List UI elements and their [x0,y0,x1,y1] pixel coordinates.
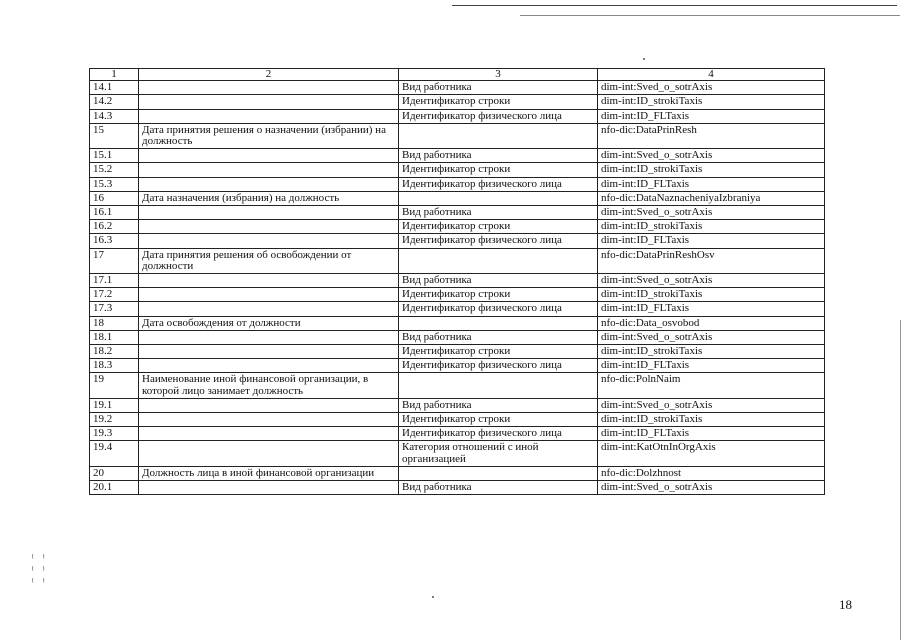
dimension-label-cell: Идентификатор физического лица [399,359,598,373]
dimension-label-cell: Вид работника [399,330,598,344]
element-code-cell: dim-int:Sved_o_sotrAxis [598,481,825,495]
scan-speck [643,58,645,60]
page-number: 18 [839,597,852,612]
element-code-cell: dim-int:ID_strokiTaxis [598,95,825,109]
row-number-cell: 14.2 [90,95,139,109]
row-number-cell: 15.3 [90,177,139,191]
table-row [90,95,825,109]
dimension-label-cell [399,316,598,330]
item-name-cell [139,149,399,163]
element-code-cell: dim-int:ID_FLTaxis [598,109,825,123]
dimension-label-cell: Идентификатор физического лица [399,234,598,248]
dimension-label-cell [399,466,598,480]
table-row [90,163,825,177]
element-code-cell: nfo-dic:DataNaznacheniyaIzbraniya [598,191,825,205]
dimension-label-cell: Идентификатор физического лица [399,427,598,441]
item-name-cell: Должность лица в иной финансовой организации [139,466,399,480]
table-row [90,248,825,273]
item-name-cell [139,163,399,177]
row-number-cell: 18.1 [90,330,139,344]
item-name-cell [139,177,399,191]
table-row [90,316,825,330]
item-name-cell: Дата принятия решения об освобождении от должности [139,248,399,273]
element-code-cell: nfo-dic:PolnNaim [598,373,825,398]
item-name-cell [139,234,399,248]
element-code-cell: dim-int:Sved_o_sotrAxis [598,81,825,95]
dimension-label-cell: Вид работника [399,81,598,95]
table-row [90,330,825,344]
scan-speck [432,596,434,598]
scan-border-line [452,5,897,6]
item-name-cell [139,359,399,373]
element-code-cell: nfo-dic:DataPrinReshOsv [598,248,825,273]
table-row [90,81,825,95]
element-code-cell: dim-int:ID_strokiTaxis [598,413,825,427]
element-code-cell: dim-int:ID_strokiTaxis [598,163,825,177]
row-number-cell: 14.3 [90,109,139,123]
item-name-cell [139,441,399,466]
item-name-cell: Дата освобождения от должности [139,316,399,330]
dimension-label-cell: Идентификатор строки [399,345,598,359]
element-code-cell: nfo-dic:Data_osvobod [598,316,825,330]
table-row [90,441,825,466]
dimension-label-cell [399,373,598,398]
dimension-label-cell: Идентификатор строки [399,220,598,234]
row-number-cell: 20.1 [90,481,139,495]
element-code-cell: nfo-dic:Dolzhnost [598,466,825,480]
dimension-label-cell: Вид работника [399,149,598,163]
item-name-cell [139,95,399,109]
item-name-cell [139,302,399,316]
table-row [90,302,825,316]
dimension-label-cell: Идентификатор физического лица [399,302,598,316]
dimension-label-cell [399,248,598,273]
row-number-cell: 19.3 [90,427,139,441]
row-number-cell: 18.3 [90,359,139,373]
item-name-cell [139,413,399,427]
row-number-cell: 15 [90,123,139,148]
table-row [90,234,825,248]
row-number-cell: 17.3 [90,302,139,316]
dimension-label-cell: Идентификатор физического лица [399,109,598,123]
table-row [90,206,825,220]
row-number-cell: 19.2 [90,413,139,427]
row-number-cell: 19 [90,373,139,398]
element-code-cell: dim-int:ID_strokiTaxis [598,220,825,234]
row-number-cell: 20 [90,466,139,480]
dimension-label-cell: Идентификатор строки [399,95,598,109]
dimension-label-cell [399,191,598,205]
item-name-cell [139,109,399,123]
table-row [90,373,825,398]
element-code-cell: nfo-dic:DataPrinResh [598,123,825,148]
table-row [90,109,825,123]
dimension-label-cell: Вид работника [399,274,598,288]
element-code-cell: dim-int:Sved_o_sotrAxis [598,149,825,163]
dimension-label-cell [399,123,598,148]
dimension-label-cell: Идентификатор строки [399,288,598,302]
table-row [90,288,825,302]
item-name-cell [139,481,399,495]
row-number-cell: 18.2 [90,345,139,359]
item-name-cell: Дата назначения (избрания) на должность [139,191,399,205]
dimension-label-cell: Категория отношений с иной организацией [399,441,598,466]
element-code-cell: dim-int:ID_strokiTaxis [598,345,825,359]
column-header: 3 [399,69,598,81]
table-row [90,359,825,373]
dimension-label-cell: Вид работника [399,481,598,495]
table-row [90,123,825,148]
dimension-label-cell: Вид работника [399,206,598,220]
row-number-cell: 16.2 [90,220,139,234]
table-row [90,191,825,205]
row-number-cell: 17.2 [90,288,139,302]
item-name-cell: Наименование иной финансовой организации, в которой лицо занимает должность [139,373,399,398]
element-code-cell: dim-int:Sved_o_sotrAxis [598,398,825,412]
element-code-cell: dim-int:Sved_o_sotrAxis [598,274,825,288]
element-code-cell: dim-int:ID_FLTaxis [598,359,825,373]
table-row [90,220,825,234]
table-row [90,149,825,163]
row-number-cell: 15.1 [90,149,139,163]
row-number-cell: 16.1 [90,206,139,220]
table-row [90,274,825,288]
item-name-cell [139,427,399,441]
element-code-cell: dim-int:ID_FLTaxis [598,234,825,248]
row-number-cell: 16 [90,191,139,205]
element-code-cell: dim-int:Sved_o_sotrAxis [598,206,825,220]
element-code-cell: dim-int:ID_FLTaxis [598,427,825,441]
column-header: 1 [90,69,139,81]
table-row [90,481,825,495]
element-code-cell: dim-int:ID_strokiTaxis [598,288,825,302]
row-number-cell: 18 [90,316,139,330]
row-number-cell: 19.1 [90,398,139,412]
row-number-cell: 15.2 [90,163,139,177]
scan-border-line [520,15,900,16]
column-header: 4 [598,69,825,81]
table-row [90,427,825,441]
item-name-cell [139,330,399,344]
item-name-cell [139,398,399,412]
item-name-cell: Дата принятия решения о назначении (избрании) на должность [139,123,399,148]
table-row [90,398,825,412]
table-row [90,413,825,427]
dimension-label-cell: Идентификатор строки [399,413,598,427]
dimension-label-cell: Идентификатор строки [399,163,598,177]
taxonomy-table [89,68,825,495]
element-code-cell: dim-int:ID_FLTaxis [598,177,825,191]
dimension-label-cell: Идентификатор физического лица [399,177,598,191]
dimension-label-cell: Вид работника [399,398,598,412]
row-number-cell: 19.4 [90,441,139,466]
item-name-cell [139,345,399,359]
item-name-cell [139,274,399,288]
row-number-cell: 14.1 [90,81,139,95]
item-name-cell [139,81,399,95]
item-name-cell [139,206,399,220]
item-name-cell [139,288,399,302]
element-code-cell: dim-int:KatOtnInOrgAxis [598,441,825,466]
scan-border-line [900,320,901,640]
element-code-cell: dim-int:ID_FLTaxis [598,302,825,316]
column-header: 2 [139,69,399,81]
row-number-cell: 17 [90,248,139,273]
table-row [90,345,825,359]
row-number-cell: 17.1 [90,274,139,288]
table-header-row [90,69,825,81]
binding-hole-marks: ⁽ ⁾ ⁽ ⁾ ⁽ ⁾ [30,554,47,588]
row-number-cell: 16.3 [90,234,139,248]
table-row [90,466,825,480]
element-code-cell: dim-int:Sved_o_sotrAxis [598,330,825,344]
table-row [90,177,825,191]
item-name-cell [139,220,399,234]
